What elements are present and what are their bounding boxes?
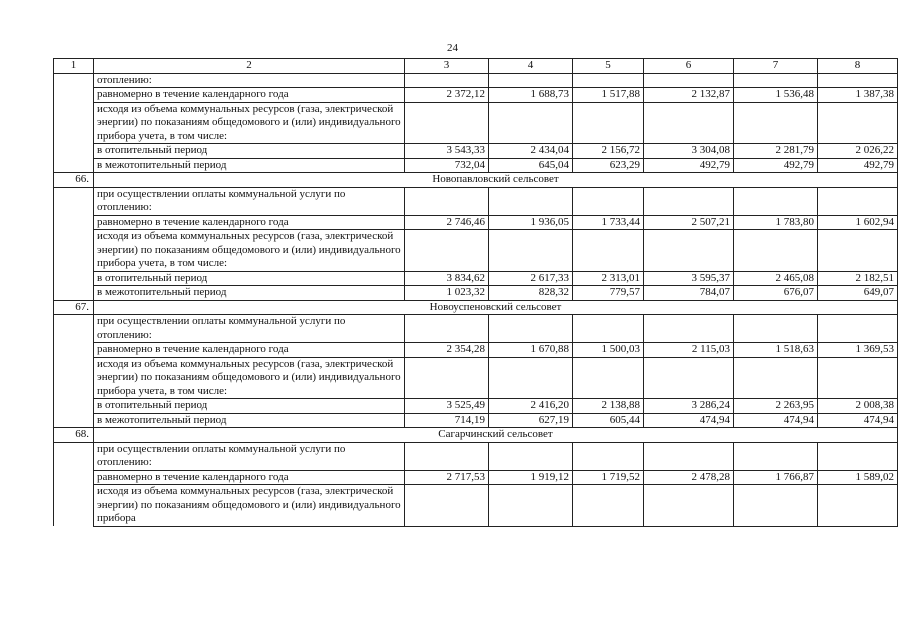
value-cell: 645,04	[489, 158, 573, 173]
value-cell	[405, 485, 489, 527]
row-description: исходя из объема коммунальных ресурсов (газа, электрической энергии) по показаниям общедомового и (или) индивидуального прибора учета, в том числе:	[94, 102, 405, 144]
value-cell	[573, 485, 644, 527]
value-cell	[573, 442, 644, 470]
value-cell	[489, 315, 573, 343]
header-cell: 5	[573, 59, 644, 74]
value-cell: 623,29	[573, 158, 644, 173]
header-cell: 1	[54, 59, 94, 74]
row-description: в межотопительный период	[94, 413, 405, 428]
value-cell: 714,19	[405, 413, 489, 428]
value-cell: 3 525,49	[405, 399, 489, 414]
section-header-row	[54, 300, 898, 315]
value-cell: 1 369,53	[818, 343, 898, 358]
section-number: 68.	[54, 428, 94, 443]
value-cell	[818, 357, 898, 399]
value-cell: 492,79	[644, 158, 734, 173]
table-row	[54, 399, 898, 414]
value-cell: 2 372,12	[405, 88, 489, 103]
row-number-cell	[54, 158, 94, 173]
value-cell	[818, 442, 898, 470]
value-cell: 1 733,44	[573, 215, 644, 230]
value-cell	[489, 187, 573, 215]
value-cell: 2 416,20	[489, 399, 573, 414]
section-title: Новопавловский сельсовет	[94, 173, 898, 188]
value-cell: 2 281,79	[734, 144, 818, 159]
table-row	[54, 158, 898, 173]
value-cell: 676,07	[734, 286, 818, 301]
row-description: исходя из объема коммунальных ресурсов (газа, электрической энергии) по показаниям общедомового и (или) индивидуального прибора	[94, 485, 405, 527]
row-number-cell	[54, 399, 94, 414]
table-row	[54, 102, 898, 144]
value-cell: 1 688,73	[489, 88, 573, 103]
value-cell	[734, 230, 818, 272]
value-cell	[644, 357, 734, 399]
row-description: в межотопительный период	[94, 286, 405, 301]
value-cell: 2 008,38	[818, 399, 898, 414]
value-cell: 1 936,05	[489, 215, 573, 230]
section-header-row	[54, 173, 898, 188]
value-cell: 828,32	[489, 286, 573, 301]
section-title: Новоуспеновский сельсовет	[94, 300, 898, 315]
value-cell: 2 115,03	[644, 343, 734, 358]
value-cell: 779,57	[573, 286, 644, 301]
table-row	[54, 271, 898, 286]
value-cell	[573, 187, 644, 215]
value-cell: 1 387,38	[818, 88, 898, 103]
tariff-table	[53, 58, 898, 527]
value-cell	[489, 102, 573, 144]
row-description: исходя из объема коммунальных ресурсов (газа, электрической энергии) по показаниям общедомового и (или) индивидуального прибора учета, в том числе:	[94, 230, 405, 272]
value-cell: 2 156,72	[573, 144, 644, 159]
row-number-cell	[54, 286, 94, 301]
value-cell: 2 507,21	[644, 215, 734, 230]
value-cell	[405, 73, 489, 88]
row-description: равномерно в течение календарного года	[94, 215, 405, 230]
value-cell: 784,07	[644, 286, 734, 301]
value-cell: 1 500,03	[573, 343, 644, 358]
value-cell: 2 717,53	[405, 470, 489, 485]
value-cell	[573, 73, 644, 88]
value-cell: 1 783,80	[734, 215, 818, 230]
value-cell	[734, 442, 818, 470]
table-row	[54, 88, 898, 103]
value-cell	[734, 73, 818, 88]
value-cell	[405, 315, 489, 343]
row-number-cell	[54, 315, 94, 343]
value-cell	[644, 442, 734, 470]
value-cell: 1 670,88	[489, 343, 573, 358]
table-row	[54, 413, 898, 428]
value-cell: 2 182,51	[818, 271, 898, 286]
value-cell	[489, 230, 573, 272]
row-description: при осуществлении оплаты коммунальной услуги по отоплению:	[94, 442, 405, 470]
value-cell: 1 719,52	[573, 470, 644, 485]
value-cell	[818, 102, 898, 144]
value-cell	[818, 187, 898, 215]
value-cell: 2 313,01	[573, 271, 644, 286]
section-number: 66.	[54, 173, 94, 188]
value-cell: 605,44	[573, 413, 644, 428]
table-row	[54, 343, 898, 358]
table-row	[54, 357, 898, 399]
value-cell: 3 286,24	[644, 399, 734, 414]
value-cell	[405, 442, 489, 470]
table-row	[54, 187, 898, 215]
table-row	[54, 230, 898, 272]
value-cell	[489, 357, 573, 399]
row-number-cell	[54, 187, 94, 215]
row-description: в отопительный период	[94, 271, 405, 286]
value-cell	[818, 230, 898, 272]
header-row	[54, 59, 898, 74]
value-cell	[405, 102, 489, 144]
row-number-cell	[54, 102, 94, 144]
header-cell: 4	[489, 59, 573, 74]
value-cell: 2 617,33	[489, 271, 573, 286]
value-cell	[734, 315, 818, 343]
header-cell: 6	[644, 59, 734, 74]
row-number-cell	[54, 485, 94, 527]
row-number-cell	[54, 343, 94, 358]
value-cell: 627,19	[489, 413, 573, 428]
value-cell: 2 434,04	[489, 144, 573, 159]
row-description: равномерно в течение календарного года	[94, 470, 405, 485]
value-cell: 732,04	[405, 158, 489, 173]
section-title: Сагарчинский сельсовет	[94, 428, 898, 443]
value-cell	[644, 230, 734, 272]
row-description: при осуществлении оплаты коммунальной услуги по отоплению:	[94, 187, 405, 215]
value-cell: 1 766,87	[734, 470, 818, 485]
value-cell	[644, 315, 734, 343]
value-cell: 1 518,63	[734, 343, 818, 358]
row-number-cell	[54, 230, 94, 272]
table-row	[54, 442, 898, 470]
value-cell: 1 023,32	[405, 286, 489, 301]
table-row	[54, 144, 898, 159]
value-cell	[405, 357, 489, 399]
section-number: 67.	[54, 300, 94, 315]
value-cell	[573, 315, 644, 343]
value-cell: 2 354,28	[405, 343, 489, 358]
header-cell: 8	[818, 59, 898, 74]
row-number-cell	[54, 357, 94, 399]
value-cell	[489, 485, 573, 527]
value-cell	[644, 187, 734, 215]
value-cell	[573, 230, 644, 272]
value-cell: 1 517,88	[573, 88, 644, 103]
value-cell	[644, 102, 734, 144]
row-number-cell	[54, 442, 94, 470]
value-cell	[734, 485, 818, 527]
row-number-cell	[54, 271, 94, 286]
table-row	[54, 215, 898, 230]
table-row	[54, 485, 898, 527]
value-cell: 492,79	[734, 158, 818, 173]
value-cell	[818, 485, 898, 527]
value-cell	[405, 187, 489, 215]
value-cell: 3 834,62	[405, 271, 489, 286]
row-description: исходя из объема коммунальных ресурсов (газа, электрической энергии) по показаниям общедомового и (или) индивидуального прибора учета, в том числе:	[94, 357, 405, 399]
row-description: в отопительный период	[94, 399, 405, 414]
page-number: 24	[447, 42, 458, 54]
value-cell	[644, 73, 734, 88]
row-description: равномерно в течение календарного года	[94, 88, 405, 103]
value-cell: 1 602,94	[818, 215, 898, 230]
section-header-row	[54, 428, 898, 443]
row-number-cell	[54, 215, 94, 230]
value-cell: 3 543,33	[405, 144, 489, 159]
row-number-cell	[54, 144, 94, 159]
value-cell	[818, 315, 898, 343]
header-cell: 2	[94, 59, 405, 74]
row-description: равномерно в течение календарного года	[94, 343, 405, 358]
value-cell	[734, 187, 818, 215]
value-cell	[489, 73, 573, 88]
row-description: отоплению:	[94, 73, 405, 88]
value-cell: 492,79	[818, 158, 898, 173]
value-cell: 474,94	[734, 413, 818, 428]
value-cell: 2 465,08	[734, 271, 818, 286]
value-cell: 2 138,88	[573, 399, 644, 414]
row-number-cell	[54, 88, 94, 103]
table-row	[54, 286, 898, 301]
value-cell: 2 132,87	[644, 88, 734, 103]
row-number-cell	[54, 73, 94, 88]
table-row	[54, 470, 898, 485]
value-cell	[734, 102, 818, 144]
value-cell: 1 589,02	[818, 470, 898, 485]
header-cell: 3	[405, 59, 489, 74]
value-cell: 2 026,22	[818, 144, 898, 159]
value-cell	[489, 442, 573, 470]
table-row	[54, 315, 898, 343]
value-cell: 3 304,08	[644, 144, 734, 159]
value-cell: 649,07	[818, 286, 898, 301]
table-row	[54, 73, 898, 88]
row-number-cell	[54, 413, 94, 428]
row-description: при осуществлении оплаты коммунальной услуги по отоплению:	[94, 315, 405, 343]
value-cell: 2 746,46	[405, 215, 489, 230]
value-cell	[734, 357, 818, 399]
table-body	[54, 59, 898, 527]
value-cell: 2 263,95	[734, 399, 818, 414]
value-cell: 474,94	[644, 413, 734, 428]
value-cell	[573, 357, 644, 399]
value-cell: 1 536,48	[734, 88, 818, 103]
value-cell	[818, 73, 898, 88]
value-cell: 2 478,28	[644, 470, 734, 485]
row-number-cell	[54, 470, 94, 485]
value-cell: 1 919,12	[489, 470, 573, 485]
row-description: в отопительный период	[94, 144, 405, 159]
value-cell: 3 595,37	[644, 271, 734, 286]
value-cell	[573, 102, 644, 144]
value-cell	[405, 230, 489, 272]
row-description: в межотопительный период	[94, 158, 405, 173]
header-cell: 7	[734, 59, 818, 74]
value-cell	[644, 485, 734, 527]
value-cell: 474,94	[818, 413, 898, 428]
